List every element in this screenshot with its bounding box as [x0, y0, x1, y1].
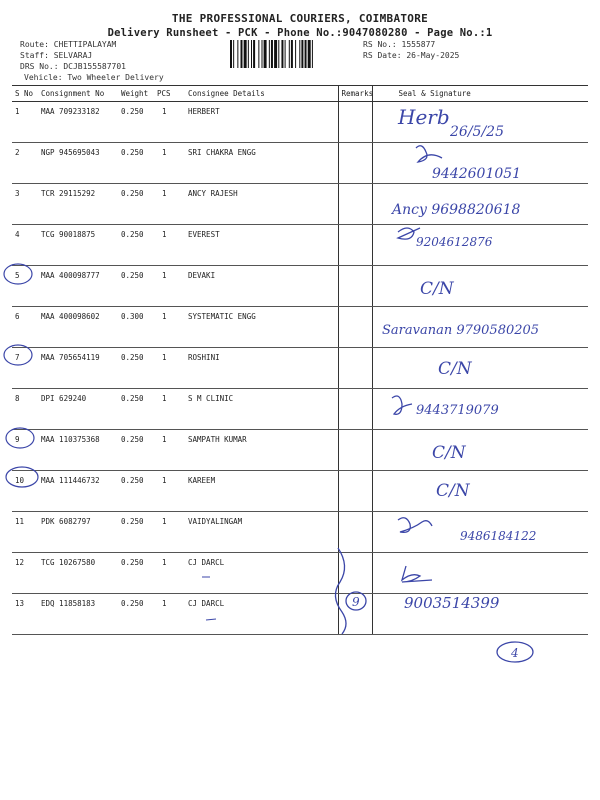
cell-consignee: S M CLINIC [185, 389, 338, 430]
cell-pcs: 1 [154, 512, 185, 553]
barcode-bar [241, 40, 243, 68]
table-row [12, 266, 588, 307]
table-row [12, 102, 588, 143]
cell-consignment: TCG 10267580 [38, 553, 118, 594]
barcode-bar [274, 40, 277, 68]
page-count-digit: 4 [511, 646, 519, 660]
cell-signature [372, 594, 588, 635]
cell-consignee: SRI CHAKRA ENGG [185, 143, 338, 184]
staff-label: Staff: SELVARAJ [20, 51, 93, 60]
cell-weight: 0.250 [118, 102, 154, 143]
header-sno: S No [12, 86, 38, 102]
cell-signature [372, 389, 588, 430]
cell-pcs: 1 [154, 594, 185, 635]
barcode-bar [251, 40, 252, 68]
cell-sno: 11 [12, 512, 38, 553]
cell-consignee: VAIDYALINGAM [185, 512, 338, 553]
cell-pcs: 1 [154, 430, 185, 471]
cell-weight: 0.250 [118, 430, 154, 471]
cell-remarks [338, 225, 372, 266]
cell-signature [372, 307, 588, 348]
cell-signature [372, 102, 588, 143]
cell-consignment: MAA 111446732 [38, 471, 118, 512]
cell-consignment: NGP 945695043 [38, 143, 118, 184]
barcode-bar [299, 40, 300, 68]
table-row [12, 471, 588, 512]
handwritten-circle-digit: 9 [352, 595, 360, 609]
cell-consignee: DEVAKI [185, 266, 338, 307]
cell-consignment: MAA 110375368 [38, 430, 118, 471]
barcode-bar [308, 40, 311, 68]
cell-pcs: 1 [154, 184, 185, 225]
table-row [12, 348, 588, 389]
handwritten-phone-row8: 9443719079 [416, 403, 499, 418]
handwritten-name-row1: Herb [398, 105, 450, 129]
cell-signature [372, 512, 588, 553]
cell-sno: 1 [12, 102, 38, 143]
header-signature: Seal & Signature [372, 86, 588, 102]
cell-consignee: SAMPATH KUMAR [185, 430, 338, 471]
cell-pcs: 1 [154, 307, 185, 348]
barcode-bar [237, 40, 238, 68]
barcode-bar [258, 40, 259, 68]
cell-remarks [338, 512, 372, 553]
route-label: Route: CHETTIPALAYAM [20, 40, 117, 49]
cell-signature [372, 143, 588, 184]
cell-pcs: 1 [154, 143, 185, 184]
barcode-bar [295, 40, 296, 68]
barcode-bar [285, 40, 286, 68]
barcode-bar [291, 40, 293, 68]
header-weight: Weight [118, 86, 154, 102]
table-row [12, 184, 588, 225]
barcode-bar [271, 40, 273, 68]
cell-consignment: PDK 6082797 [38, 512, 118, 553]
sheet-subtitle: Delivery Runsheet - PCK - Phone No.:9047080280 - Page No.:1 [107, 27, 493, 39]
table-row [12, 389, 588, 430]
barcode-bar [278, 40, 279, 68]
handwritten-phone-row2: 9442601051 [432, 166, 522, 182]
cell-weight: 0.300 [118, 307, 154, 348]
table-row [12, 430, 588, 471]
cell-weight: 0.250 [118, 225, 154, 266]
cell-signature [372, 553, 588, 594]
barcode-bar [262, 40, 263, 68]
handwritten-phone-row4: 9204612876 [416, 235, 493, 249]
cell-consignment: MAA 705654119 [38, 348, 118, 389]
cell-consignment: MAA 400098777 [38, 266, 118, 307]
cell-sno: 2 [12, 143, 38, 184]
table-row [12, 553, 588, 594]
barcode-bar [264, 40, 267, 68]
cell-remarks [338, 348, 372, 389]
cell-weight: 0.250 [118, 266, 154, 307]
cell-sno: 13 [12, 594, 38, 635]
cell-remarks [338, 430, 372, 471]
cell-remarks [338, 553, 372, 594]
cell-consignment: MAA 709233182 [38, 102, 118, 143]
cell-pcs: 1 [154, 389, 185, 430]
barcode [230, 40, 350, 68]
handwritten-sign-row3: Ancy 9698820618 [392, 202, 521, 218]
cell-remarks [338, 102, 372, 143]
cell-remarks [338, 471, 372, 512]
cell-remarks [338, 266, 372, 307]
barcode-bar [301, 40, 303, 68]
cell-consignment: MAA 400098602 [38, 307, 118, 348]
cell-consignment: TCR 29115292 [38, 184, 118, 225]
cell-signature [372, 348, 588, 389]
cell-weight: 0.250 [118, 348, 154, 389]
cell-consignee: SYSTEMATIC ENGG [185, 307, 338, 348]
cell-remarks [338, 389, 372, 430]
cell-weight: 0.250 [118, 471, 154, 512]
cell-consignee: CJ DARCL [185, 553, 338, 594]
cell-consignment: TCG 90018875 [38, 225, 118, 266]
cell-consignee: ROSHINI [185, 348, 338, 389]
page-count-circle [497, 642, 533, 662]
cell-signature [372, 266, 588, 307]
cell-consignment: DPI 629240 [38, 389, 118, 430]
runsheet-table [12, 85, 588, 635]
cell-weight: 0.250 [118, 143, 154, 184]
barcode-bar [248, 40, 249, 68]
table-row [12, 594, 588, 635]
handwritten-date-row1: 26/5/25 [450, 124, 504, 140]
cell-weight: 0.250 [118, 184, 154, 225]
barcode-bar [281, 40, 283, 68]
cell-sno: 12 [12, 553, 38, 594]
header-remarks: Remarks [338, 86, 372, 102]
cell-sno: 4 [12, 225, 38, 266]
handwritten-phone-row11: 9486184122 [460, 529, 537, 543]
barcode-bar [269, 40, 270, 68]
rs-number: RS No.: 1555877 [363, 40, 436, 49]
header-consignment: Consignment No [38, 86, 118, 102]
cell-signature [372, 225, 588, 266]
rs-date: RS Date: 26-May-2025 [363, 51, 460, 60]
handwritten-note-row7: C/N [438, 359, 472, 379]
cell-sno: 9 [12, 430, 38, 471]
cell-weight: 0.250 [118, 594, 154, 635]
cell-consignee: KAREEM [185, 471, 338, 512]
table-row [12, 143, 588, 184]
cell-weight: 0.250 [118, 512, 154, 553]
cell-sno: 5 [12, 266, 38, 307]
cell-remarks [338, 307, 372, 348]
barcode-bar [230, 40, 232, 68]
cell-pcs: 1 [154, 225, 185, 266]
cell-consignee: ANCY RAJESH [185, 184, 338, 225]
vehicle-label: Vehicle: Two Wheeler Delivery [24, 73, 164, 82]
cell-pcs: 1 [154, 471, 185, 512]
cell-pcs: 1 [154, 102, 185, 143]
header-pcs: PCS [154, 86, 185, 102]
header-consignee: Consignee Details [185, 86, 338, 102]
handwritten-sign-row6: Saravanan 9790580205 [382, 323, 540, 338]
cell-consignee: HERBERT [185, 102, 338, 143]
cell-signature [372, 471, 588, 512]
cell-sno: 6 [12, 307, 38, 348]
cell-sno: 7 [12, 348, 38, 389]
cell-signature [372, 184, 588, 225]
sheet-title: THE PROFESSIONAL COURIERS, COIMBATORE [171, 12, 429, 25]
cell-consignee: CJ DARCL [185, 594, 338, 635]
drs-number: DRS No.: DCJB155587701 [20, 62, 126, 71]
barcode-bar [253, 40, 255, 68]
barcode-bar [233, 40, 234, 68]
table-row [12, 307, 588, 348]
handwritten-note-row10: C/N [436, 481, 470, 501]
barcode-bar [289, 40, 290, 68]
cell-consignee: EVEREST [185, 225, 338, 266]
cell-signature [372, 430, 588, 471]
cell-sno: 3 [12, 184, 38, 225]
cell-remarks [338, 594, 372, 635]
cell-pcs: 1 [154, 553, 185, 594]
cell-sno: 8 [12, 389, 38, 430]
table-row [12, 225, 588, 266]
table-row [12, 512, 588, 553]
table-header-row [12, 86, 588, 102]
cell-sno: 10 [12, 471, 38, 512]
cell-consignment: EDQ 11858183 [38, 594, 118, 635]
handwritten-note-row5: C/N [420, 279, 454, 299]
cell-remarks [338, 143, 372, 184]
cell-pcs: 1 [154, 348, 185, 389]
cell-weight: 0.250 [118, 389, 154, 430]
cell-weight: 0.250 [118, 553, 154, 594]
handwritten-phone-row13: 9003514399 [404, 594, 500, 612]
cell-remarks [338, 184, 372, 225]
barcode-bar [244, 40, 247, 68]
cell-pcs: 1 [154, 266, 185, 307]
handwritten-note-row9: C/N [432, 443, 466, 463]
barcode-bar [305, 40, 307, 68]
barcode-bar [312, 40, 313, 68]
